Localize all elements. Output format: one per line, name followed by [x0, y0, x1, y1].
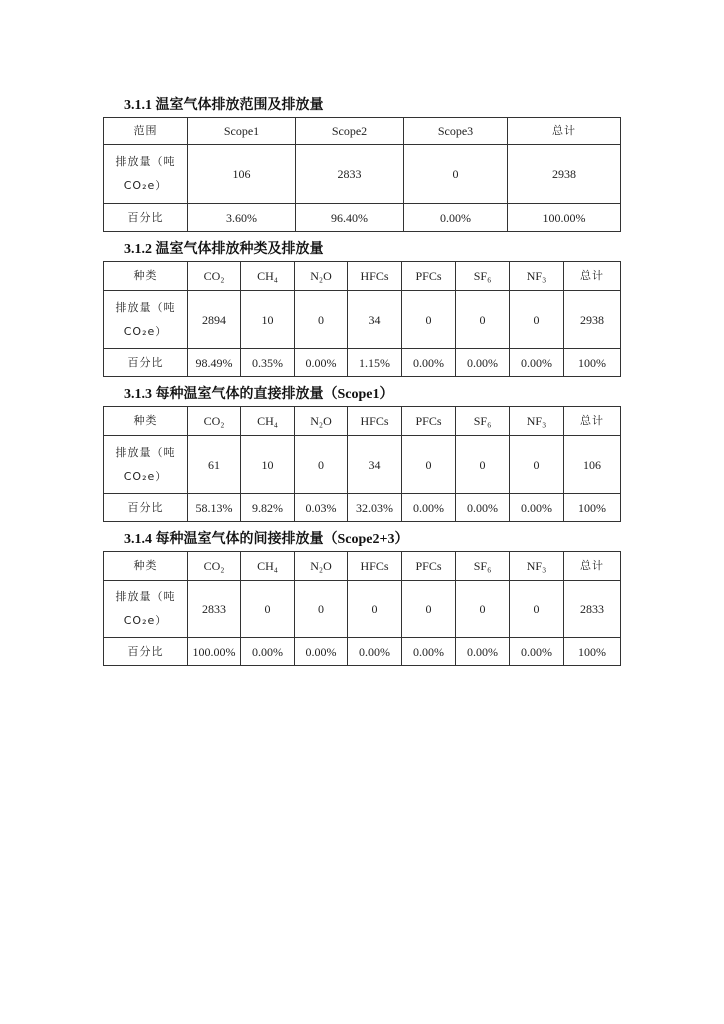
header-cell: CH₄: [241, 262, 295, 291]
table-cell: 34: [348, 436, 402, 494]
table-cell: 0.00%: [510, 349, 564, 377]
header-cell: CO₂: [188, 407, 241, 436]
scope-table: [103, 117, 621, 232]
header-cell: 种类: [104, 552, 188, 581]
section-heading-313: 3.1.3 每种温室气体的直接排放量（Scope1）: [124, 387, 394, 402]
table-cell: 9.82%: [241, 494, 295, 522]
row-label-line: 排放量（吨: [115, 445, 176, 459]
table-cell: 0.00%: [241, 638, 295, 666]
header-cell: PFCs: [402, 407, 456, 436]
percent-row: [104, 204, 621, 232]
table-cell: 10: [241, 291, 295, 349]
header-cell: 总计: [508, 118, 621, 145]
table-cell: 0: [402, 291, 456, 349]
table-cell: 2938: [508, 145, 621, 204]
gas-type-table: [103, 261, 621, 377]
row-label-percent: 百分比: [104, 204, 188, 232]
table-cell: 0: [295, 436, 348, 494]
header-cell: PFCs: [402, 552, 456, 581]
table-cell: 2833: [564, 581, 621, 638]
row-label-line: CO₂e）: [123, 614, 168, 627]
header-cell: 范围: [104, 118, 188, 145]
table-cell: 0: [402, 581, 456, 638]
row-label-line: CO₂e）: [123, 324, 168, 338]
row-label-line: CO₂e）: [123, 469, 168, 483]
table-cell: 0.00%: [404, 204, 508, 232]
header-cell: HFCs: [348, 407, 402, 436]
table-cell: 100%: [564, 638, 621, 666]
table-cell: 0: [456, 581, 510, 638]
header-cell: PFCs: [402, 262, 456, 291]
header-cell: NF₃: [510, 552, 564, 581]
table-cell: 32.03%: [348, 494, 402, 522]
table-cell: 2833: [296, 145, 404, 204]
row-label-emission: [104, 291, 188, 349]
table-cell: 0.35%: [241, 349, 295, 377]
table-header-row: [104, 552, 621, 581]
percent-row: [104, 638, 621, 666]
table-cell: 0: [456, 436, 510, 494]
table-cell: 0.00%: [402, 349, 456, 377]
table-cell: 100.00%: [508, 204, 621, 232]
table-cell: 0: [241, 581, 295, 638]
table-cell: 0.00%: [510, 494, 564, 522]
percent-row: [104, 494, 621, 522]
indirect-emission-table: [103, 551, 621, 666]
header-cell: 种类: [104, 407, 188, 436]
table-cell: 2894: [188, 291, 241, 349]
emission-row: [104, 436, 621, 494]
header-cell: Scope3: [404, 118, 508, 145]
table-header-row: [104, 407, 621, 436]
header-cell: 种类: [104, 262, 188, 291]
header-cell: NF₃: [510, 407, 564, 436]
table-cell: 0: [295, 291, 348, 349]
table-cell: 0.00%: [510, 638, 564, 666]
table-cell: 1.15%: [348, 349, 402, 377]
table-cell: 0.00%: [402, 494, 456, 522]
row-label-line: 排放量（吨: [115, 590, 176, 603]
table-cell: 0: [295, 581, 348, 638]
table-cell: 0.00%: [348, 638, 402, 666]
row-label-line: CO₂e）: [123, 179, 168, 192]
table-cell: 10: [241, 436, 295, 494]
table-cell: 100.00%: [188, 638, 241, 666]
header-cell: SF₆: [456, 262, 510, 291]
table-cell: 0: [348, 581, 402, 638]
section-heading-314: 3.1.4 每种温室气体的间接排放量（Scope2+3）: [124, 532, 409, 547]
table-cell: 61: [188, 436, 241, 494]
table-cell: 2938: [564, 291, 621, 349]
header-cell: CO₂: [188, 552, 241, 581]
table-cell: 0.03%: [295, 494, 348, 522]
table-cell: 0: [456, 291, 510, 349]
table-cell: 0: [510, 581, 564, 638]
row-label-emission: [104, 145, 188, 204]
emission-row: [104, 145, 621, 204]
direct-emission-table: [103, 406, 621, 522]
header-cell: N₂O: [295, 262, 348, 291]
table-cell: 0.00%: [295, 638, 348, 666]
header-cell: SF₆: [456, 552, 510, 581]
header-cell: SF₆: [456, 407, 510, 436]
percent-row: [104, 349, 621, 377]
section-heading-311: 3.1.1 温室气体排放范围及排放量: [124, 98, 324, 113]
header-cell: CH₄: [241, 407, 295, 436]
emission-row: [104, 291, 621, 349]
table-cell: 3.60%: [188, 204, 296, 232]
table-cell: 0: [510, 436, 564, 494]
row-label-percent: 百分比: [104, 494, 188, 522]
header-cell: HFCs: [348, 262, 402, 291]
header-cell: 总计: [564, 407, 621, 436]
row-label-percent: 百分比: [104, 349, 188, 377]
table-cell: 0: [402, 436, 456, 494]
table-cell: 2833: [188, 581, 241, 638]
header-cell: N₂O: [295, 552, 348, 581]
table-cell: 98.49%: [188, 349, 241, 377]
row-label-line: 排放量（吨: [115, 300, 176, 314]
table-cell: 100%: [564, 349, 621, 377]
table-header-row: [104, 262, 621, 291]
table-header-row: [104, 118, 621, 145]
header-cell: CH₄: [241, 552, 295, 581]
row-label-emission: [104, 581, 188, 638]
table-cell: 100%: [564, 494, 621, 522]
header-cell: 总计: [564, 552, 621, 581]
table-cell: 106: [188, 145, 296, 204]
table-cell: 0.00%: [402, 638, 456, 666]
header-cell: NF₃: [510, 262, 564, 291]
header-cell: N₂O: [295, 407, 348, 436]
table-cell: 0.00%: [456, 638, 510, 666]
header-cell: 总计: [564, 262, 621, 291]
table-cell: 0: [404, 145, 508, 204]
table-cell: 0: [510, 291, 564, 349]
table-cell: 34: [348, 291, 402, 349]
header-cell: Scope2: [296, 118, 404, 145]
row-label-percent: 百分比: [104, 638, 188, 666]
row-label-emission: [104, 436, 188, 494]
table-cell: 96.40%: [296, 204, 404, 232]
table-cell: 0.00%: [456, 494, 510, 522]
table-cell: 0.00%: [456, 349, 510, 377]
header-cell: Scope1: [188, 118, 296, 145]
header-cell: HFCs: [348, 552, 402, 581]
section-heading-312: 3.1.2 温室气体排放种类及排放量: [124, 242, 324, 257]
table-cell: 0.00%: [295, 349, 348, 377]
table-cell: 58.13%: [188, 494, 241, 522]
table-cell: 106: [564, 436, 621, 494]
emission-row: [104, 581, 621, 638]
header-cell: CO₂: [188, 262, 241, 291]
row-label-line: 排放量（吨: [115, 155, 176, 168]
